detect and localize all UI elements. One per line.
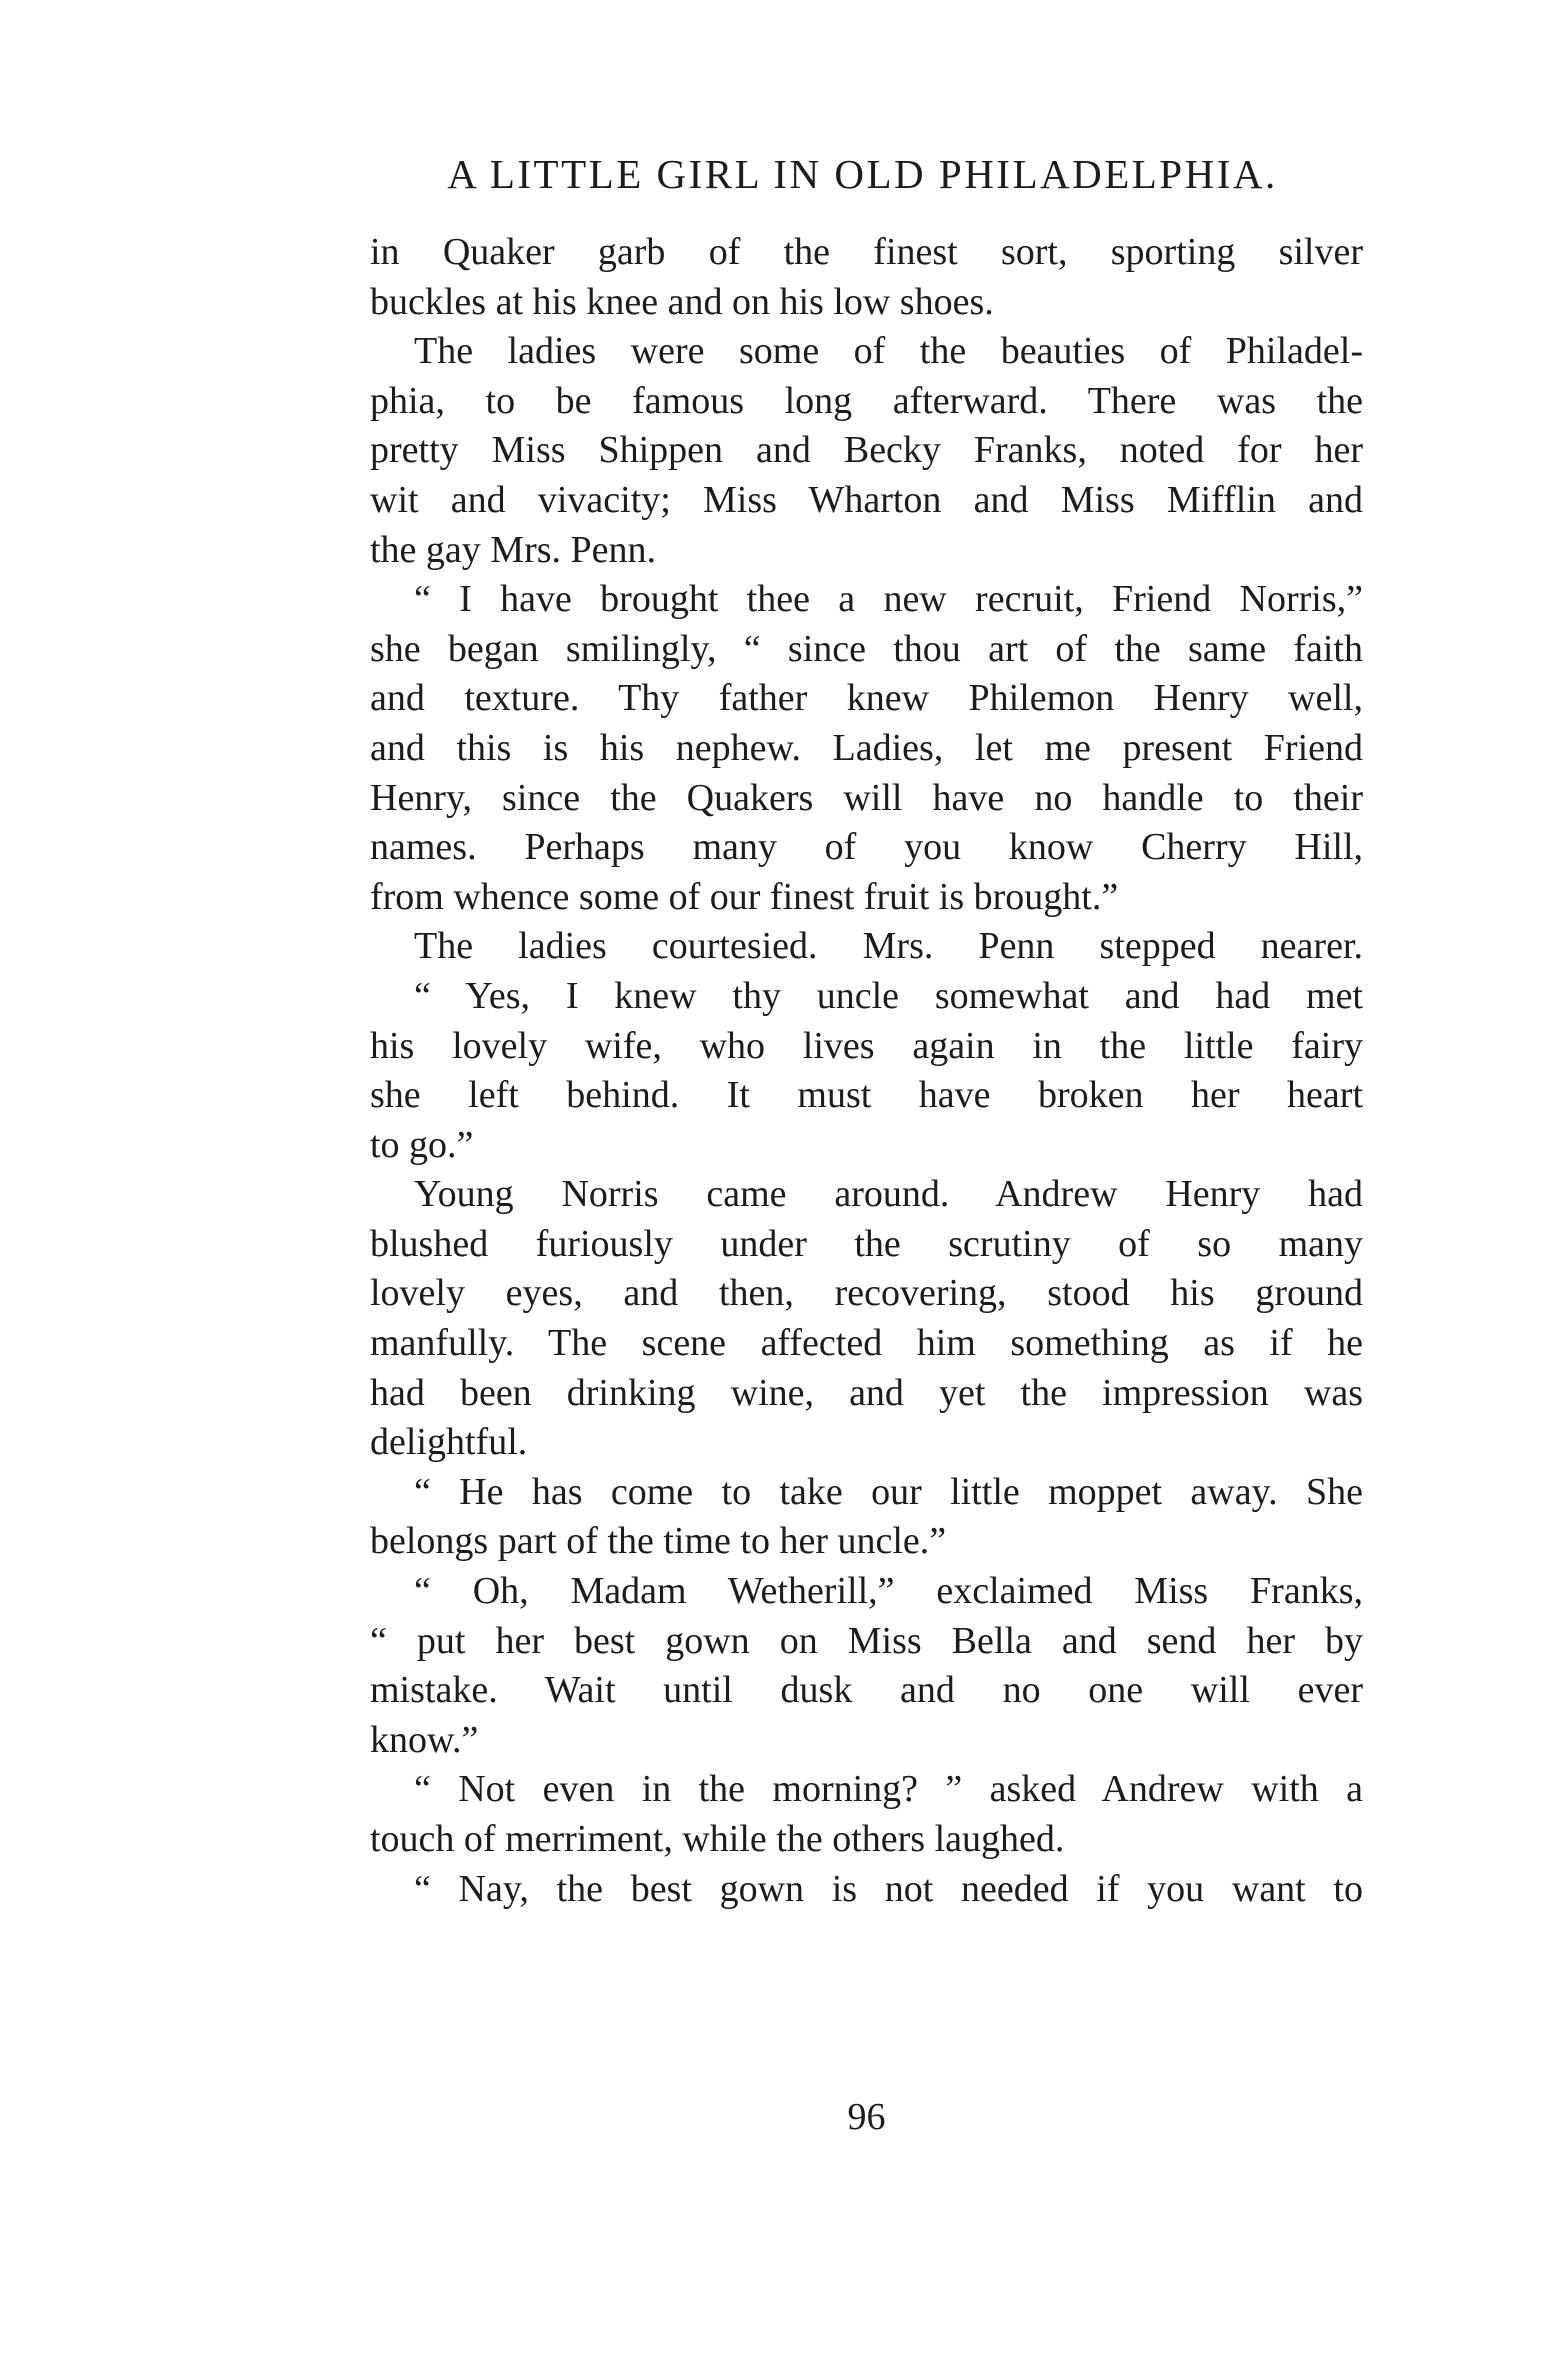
text-line: pretty Miss Shippen and Becky Franks, noted for her: [370, 429, 1363, 472]
text-line: belongs part of the time to her uncle.”: [370, 1520, 947, 1563]
text-line: The ladies were some of the beauties of Philadel-: [414, 330, 1363, 373]
text-line: blushed furiously under the scrutiny of so many: [370, 1222, 1363, 1265]
text-line: had been drinking wine, and yet the impression was: [370, 1371, 1363, 1414]
text-line: to go.”: [370, 1123, 474, 1166]
page-number: 96: [847, 2096, 886, 2138]
text-line: “ Yes, I knew thy uncle somewhat and had met: [414, 974, 1363, 1017]
body-text: [370, 228, 1363, 1914]
text-line: lovely eyes, and then, recovering, stood his ground: [370, 1272, 1363, 1315]
text-line: and this is his nephew. Ladies, let me present Friend: [370, 726, 1363, 769]
text-line: phia, to be famous long afterward. There was the: [370, 379, 1363, 422]
text-line: “ Oh, Madam Wetherill,” exclaimed Miss Franks,: [414, 1570, 1363, 1613]
text-line: the gay Mrs. Penn.: [370, 528, 657, 571]
text-line: delightful.: [370, 1421, 528, 1464]
text-line: in Quaker garb of the finest sort, sporting silver: [370, 231, 1363, 273]
text-line: “ I have brought thee a new recruit, Friend Norris,”: [414, 578, 1363, 621]
text-line: his lovely wife, who lives again in the little fairy: [370, 1024, 1363, 1067]
text-line: from whence some of our finest fruit is brought.”: [370, 875, 1119, 918]
text-line: wit and vivacity; Miss Wharton and Miss Mifflin and: [370, 478, 1363, 521]
text-line: and texture. Thy father knew Philemon Henry well,: [370, 677, 1363, 720]
text-line: she began smilingly, “ since thou art of the same faith: [370, 627, 1363, 670]
text-line: “ Nay, the best gown is not needed if you want to: [414, 1867, 1363, 1910]
text-line: The ladies courtesied. Mrs. Penn stepped nearer.: [414, 925, 1363, 968]
text-line: “ Not even in the morning? ” asked Andrew with a: [414, 1768, 1363, 1811]
text-line: Young Norris came around. Andrew Henry had: [414, 1173, 1363, 1216]
text-line: touch of merriment, while the others laughed.: [370, 1818, 1065, 1860]
text-line: buckles at his knee and on his low shoes.: [370, 280, 994, 323]
text-line: “ put her best gown on Miss Bella and send her by: [370, 1619, 1363, 1662]
text-line: manfully. The scene affected him something as if he: [370, 1322, 1363, 1365]
text-line: mistake. Wait until dusk and no one will ever: [370, 1669, 1363, 1712]
text-line: Henry, since the Quakers will have no handle to their: [370, 776, 1363, 819]
running-head: A LITTLE GIRL IN OLD PHILADELPHIA.: [447, 151, 1278, 197]
text-line: names. Perhaps many of you know Cherry Hill,: [370, 826, 1363, 869]
text-line: “ He has come to take our little moppet away. She: [414, 1470, 1363, 1513]
text-line: know.”: [370, 1718, 479, 1761]
text-line: she left behind. It must have broken her heart: [370, 1074, 1363, 1117]
